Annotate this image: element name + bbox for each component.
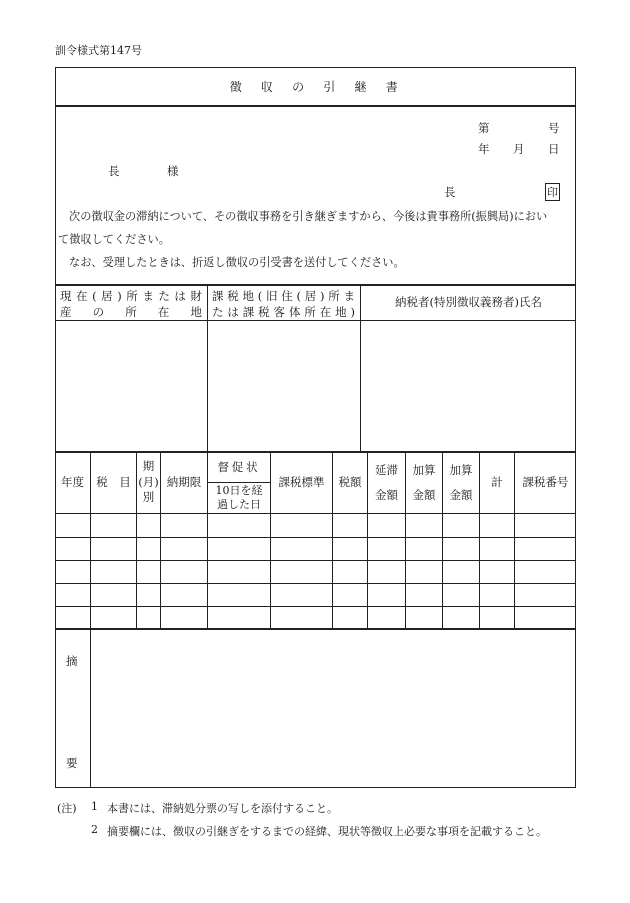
col-demand-sub-l2: 過した日 <box>217 498 261 511</box>
notes-prefix: (注) <box>57 802 77 815</box>
col-demand-sub <box>208 483 270 513</box>
col-additional-1-l2: 金額 <box>412 487 436 502</box>
note-1-number: 1 <box>91 800 98 813</box>
note-2-text: 摘要欄には、徴収の引継ぎをするまでの経緯、現状等徴収上必要な事項を記載すること。 <box>107 825 547 838</box>
col-additional-1 <box>406 452 442 513</box>
col-additional-2-l2: 金額 <box>449 487 473 502</box>
title-divider <box>55 105 576 107</box>
col-additional-1-l1: 加算 <box>412 463 436 478</box>
tax-table-bottom <box>55 628 576 630</box>
col-total: 計 <box>491 475 503 490</box>
col-deadline: 納期限 <box>166 475 202 490</box>
col-tax-number: 課税番号 <box>522 475 569 490</box>
body-text-line3: なお、受理したときは、折返し徴収の引受書を送付してください。 <box>69 256 405 269</box>
col-delay <box>368 452 405 513</box>
col-tax-base: 課税標準 <box>278 475 325 490</box>
address-header-l1: 現在(居)所または財 <box>60 289 202 303</box>
col-delay-l1: 延滞 <box>375 463 398 478</box>
note-2-number: 2 <box>91 823 98 836</box>
form-id: 訓令様式第147号 <box>55 44 142 57</box>
taxpayer-name-header: 納税者(特別徴収義務者)氏名 <box>395 295 542 310</box>
number-prefix: 第 <box>478 121 490 135</box>
col-period-l2: (月) <box>138 474 159 489</box>
number-suffix: 号 <box>548 121 560 135</box>
col-demand: 督促状 <box>217 459 261 474</box>
tax-location-header-l1: 課税地(旧住(居)所ま <box>212 289 355 303</box>
form-title: 徴 収 の 引 継 書 <box>229 80 402 94</box>
form-frame <box>55 67 576 788</box>
seal-mark: 印 <box>545 183 560 201</box>
date-day: 日 <box>548 142 560 156</box>
col-tax-item: 税 目 <box>96 475 131 490</box>
note-1-text: 本書には、滞納処分票の写しを添付すること。 <box>107 802 338 815</box>
col-year: 年度 <box>61 475 84 490</box>
col-additional-2-l1: 加算 <box>449 463 473 478</box>
tax-location-header-l2: たは課税客体所在地) <box>212 305 355 319</box>
address-header-l2: 産 の 所 在 地 <box>60 305 202 319</box>
col-period <box>137 452 160 513</box>
col-tax-amount: 税額 <box>338 475 362 490</box>
col-demand-sub-l1: 10日を経 <box>215 483 263 497</box>
summary-label-bottom: 要 <box>66 756 78 770</box>
recipient-title: 長 <box>108 164 120 178</box>
body-text-line1: 次の徴収金の滞納について、その徴収事務を引き継ぎますから、今後は貴事務所(振興局)におい <box>69 210 548 223</box>
date-month: 月 <box>513 142 525 156</box>
col-period-l3: 別 <box>142 490 155 505</box>
date-year: 年 <box>478 142 490 156</box>
col-additional-2 <box>443 452 479 513</box>
body-text-line2: て徴収してください。 <box>58 233 170 246</box>
summary-label-top: 摘 <box>66 654 78 668</box>
col-delay-l2: 金額 <box>375 487 398 502</box>
sender-title: 長 <box>444 185 456 199</box>
recipient-honorific: 様 <box>167 164 179 178</box>
col-period-l1: 期 <box>142 459 155 474</box>
